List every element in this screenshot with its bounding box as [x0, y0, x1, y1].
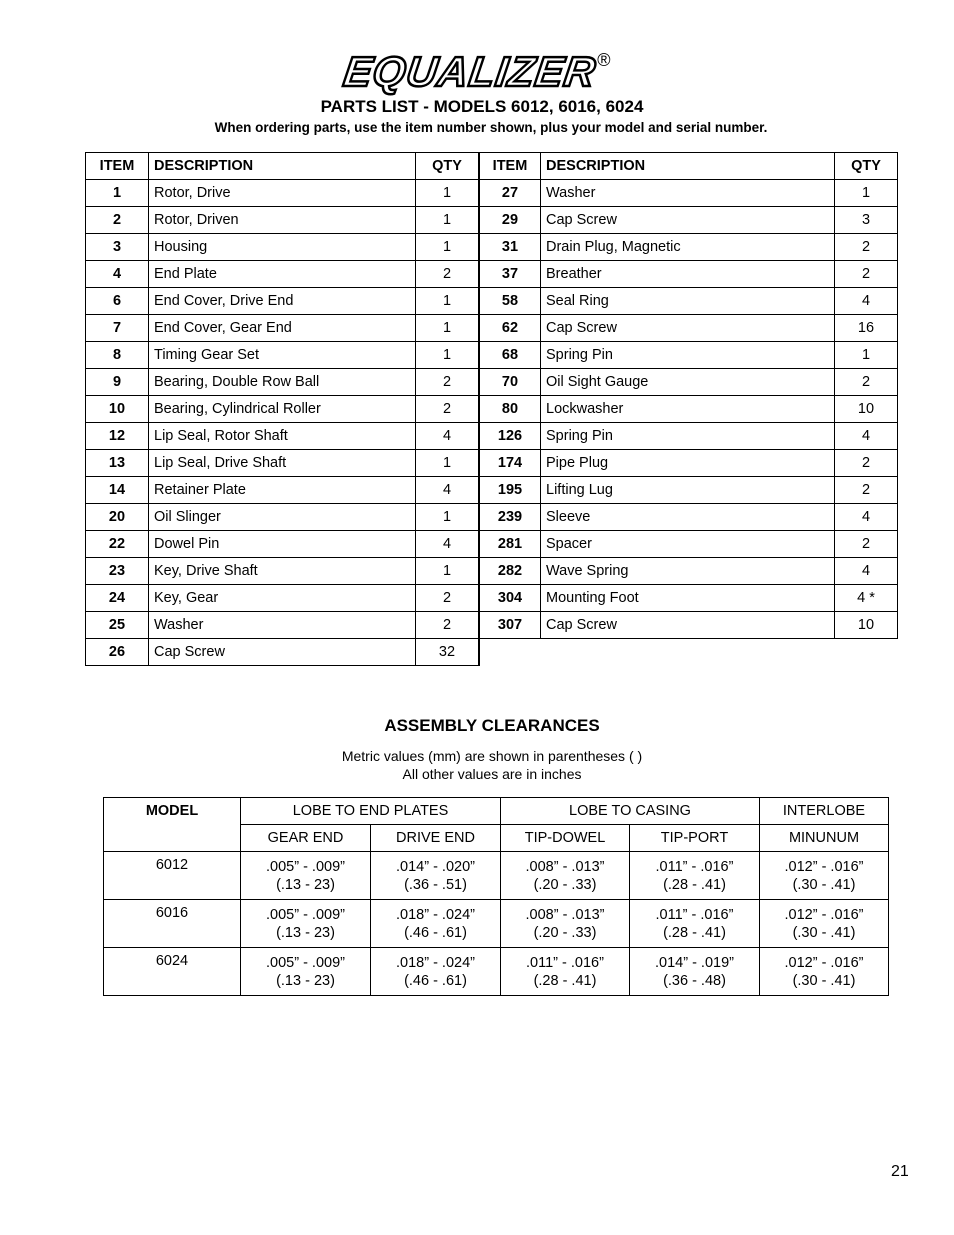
clearance-mm-value: (.13 - 23): [276, 972, 335, 989]
item-qty: 1: [416, 207, 480, 234]
clearances-title: ASSEMBLY CLEARANCES: [384, 716, 600, 735]
item-description: Pipe Plug: [541, 450, 835, 477]
item-qty: 32: [416, 639, 480, 666]
header-minimum: MINUNUM: [760, 825, 889, 852]
clearances-note-inches: All other values are in inches: [402, 766, 582, 782]
item-description: Lifting Lug: [541, 477, 835, 504]
item-description: End Cover, Gear End: [149, 315, 416, 342]
item-description: Mounting Foot: [541, 585, 835, 612]
clearances-table: [103, 797, 889, 996]
clearance-gear-end: [241, 852, 371, 900]
item-qty: 2: [835, 531, 898, 558]
item-number: 126: [479, 423, 541, 450]
item-qty: 2: [835, 450, 898, 477]
table-row: [86, 315, 898, 342]
item-qty: 2: [416, 396, 480, 423]
item-qty: 1: [835, 180, 898, 207]
equalizer-logo: [0, 48, 954, 96]
item-qty: 1: [416, 558, 480, 585]
table-row: [86, 234, 898, 261]
item-number: 31: [479, 234, 541, 261]
header-tip-port: TIP-PORT: [630, 825, 760, 852]
item-description: Lip Seal, Rotor Shaft: [149, 423, 416, 450]
item-number: 4: [86, 261, 149, 288]
item-description: Oil Slinger: [149, 504, 416, 531]
clearance-mm-value: (.36 - .48): [663, 972, 726, 989]
table-row: [86, 369, 898, 396]
header-tip-dowel: TIP-DOWEL: [501, 825, 630, 852]
table-row: [86, 180, 898, 207]
item-qty: 2: [416, 612, 480, 639]
clearance-mm-value: (.30 - .41): [792, 924, 856, 941]
page-title: PARTS LIST - MODELS 6012, 6016, 6024: [320, 97, 644, 116]
item-number: 58: [479, 288, 541, 315]
item-description: Lip Seal, Drive Shaft: [149, 450, 416, 477]
clearance-inch-value: .012” - .016”: [784, 858, 864, 875]
clearance-row: [104, 852, 889, 900]
item-description: Key, Drive Shaft: [149, 558, 416, 585]
item-number: 174: [479, 450, 541, 477]
header-description: DESCRIPTION: [149, 153, 416, 180]
item-number: 1: [86, 180, 149, 207]
item-description: Seal Ring: [541, 288, 835, 315]
item-number: 80: [479, 396, 541, 423]
item-number: 8: [86, 342, 149, 369]
clearance-interlobe: [760, 852, 889, 900]
item-number: 24: [86, 585, 149, 612]
item-number: 25: [86, 612, 149, 639]
clearance-mm-value: (.30 - .41): [792, 972, 856, 989]
header-description: DESCRIPTION: [541, 153, 835, 180]
clearance-mm-value: (.20 - .33): [533, 924, 597, 941]
item-number: 2: [86, 207, 149, 234]
table-row: [86, 585, 898, 612]
item-description: End Cover, Drive End: [149, 288, 416, 315]
item-number: 14: [86, 477, 149, 504]
header-item: ITEM: [86, 153, 149, 180]
item-qty: 4: [416, 531, 480, 558]
item-qty: 10: [835, 612, 898, 639]
item-qty: 1: [416, 504, 480, 531]
item-qty: 1: [416, 234, 480, 261]
table-row: [86, 207, 898, 234]
item-description: End Plate: [149, 261, 416, 288]
clearance-inch-value: .018” - .024”: [396, 954, 475, 971]
clearance-row: [104, 900, 889, 948]
item-description: Oil Sight Gauge: [541, 369, 835, 396]
item-description: Key, Gear: [149, 585, 416, 612]
item-qty: 1: [416, 180, 480, 207]
clearance-inch-value: .012” - .016”: [784, 954, 864, 971]
item-qty: 16: [835, 315, 898, 342]
table-row: [86, 531, 898, 558]
item-qty: 1: [416, 288, 480, 315]
clearance-tip-port: [630, 948, 760, 996]
clearances-note-metric: Metric values (mm) are shown in parentheses ( ): [341, 748, 643, 764]
clearance-inch-value: .011” - .016”: [655, 906, 734, 923]
item-description: Breather: [541, 261, 835, 288]
model-number: 6012: [104, 852, 241, 900]
clearance-inch-value: .011” - .016”: [526, 954, 604, 971]
item-description: Washer: [149, 612, 416, 639]
clearance-mm-value: (.13 - 23): [276, 876, 335, 893]
clearance-inch-value: .012” - .016”: [784, 906, 864, 923]
item-description: Bearing, Cylindrical Roller: [149, 396, 416, 423]
table-row: [86, 477, 898, 504]
item-qty: 2: [835, 477, 898, 504]
table-row: [86, 342, 898, 369]
item-number: 12: [86, 423, 149, 450]
table-row: [86, 423, 898, 450]
item-number: 37: [479, 261, 541, 288]
item-description: Wave Spring: [541, 558, 835, 585]
table-row: [86, 504, 898, 531]
item-description: Washer: [541, 180, 835, 207]
logo-wordmark: EQUALIZER: [340, 48, 599, 95]
item-qty: 4: [416, 423, 480, 450]
item-qty: 2: [416, 585, 480, 612]
item-number: 307: [479, 612, 541, 639]
clearances-group-header-row: [104, 798, 889, 825]
header-lobe-to-end-plates: LOBE TO END PLATES: [241, 798, 501, 825]
item-qty: 3: [835, 207, 898, 234]
item-number: 68: [479, 342, 541, 369]
clearance-mm-value: (.46 - .61): [404, 924, 467, 941]
clearance-tip-dowel: [501, 852, 630, 900]
item-number: 20: [86, 504, 149, 531]
item-qty: 4: [835, 288, 898, 315]
model-number: 6024: [104, 948, 241, 996]
parts-header-row: [86, 153, 898, 180]
item-number: 304: [479, 585, 541, 612]
table-row: [86, 396, 898, 423]
item-description: Spacer: [541, 531, 835, 558]
clearance-mm-value: (.13 - 23): [276, 924, 335, 941]
clearance-mm-value: (.28 - .41): [533, 972, 597, 989]
clearance-tip-port: [630, 900, 760, 948]
clearance-inch-value: .018” - .024”: [396, 906, 475, 923]
clearance-mm-value: (.28 - .41): [663, 876, 726, 893]
clearances-body: [104, 852, 889, 996]
header-item: ITEM: [479, 153, 541, 180]
item-number: 26: [86, 639, 149, 666]
clearance-tip-port: [630, 852, 760, 900]
clearance-inch-value: .014” - .019”: [655, 954, 734, 971]
header-qty: QTY: [835, 153, 898, 180]
clearance-drive-end: [371, 852, 501, 900]
clearance-mm-value: (.46 - .61): [404, 972, 467, 989]
item-description: Bearing, Double Row Ball: [149, 369, 416, 396]
item-number: 62: [479, 315, 541, 342]
header-gear-end: GEAR END: [241, 825, 371, 852]
clearance-mm-value: (.30 - .41): [792, 876, 856, 893]
table-row: [86, 450, 898, 477]
item-qty: 10: [835, 396, 898, 423]
item-number: 29: [479, 207, 541, 234]
item-description: Rotor, Driven: [149, 207, 416, 234]
item-qty: 1: [416, 342, 480, 369]
clearance-interlobe: [760, 900, 889, 948]
item-number: 239: [479, 504, 541, 531]
table-row: [86, 261, 898, 288]
item-description: Lockwasher: [541, 396, 835, 423]
clearance-gear-end: [241, 900, 371, 948]
item-qty: 1: [416, 450, 480, 477]
header-drive-end: DRIVE END: [371, 825, 501, 852]
item-number: 282: [479, 558, 541, 585]
clearance-inch-value: .005” - .009”: [266, 858, 345, 875]
item-number: 9: [86, 369, 149, 396]
clearance-mm-value: (.36 - .51): [404, 876, 467, 893]
header-interlobe: INTERLOBE: [760, 798, 889, 825]
item-qty: 2: [835, 369, 898, 396]
item-description: Cap Screw: [149, 639, 416, 666]
clearance-drive-end: [371, 948, 501, 996]
item-qty: 2: [835, 261, 898, 288]
parts-list-table: [85, 152, 898, 666]
clearance-tip-dowel: [501, 900, 630, 948]
item-description: Timing Gear Set: [149, 342, 416, 369]
clearance-inch-value: .008” - .013”: [525, 858, 605, 875]
clearance-inch-value: .014” - .020”: [396, 858, 475, 875]
item-description: Rotor, Drive: [149, 180, 416, 207]
item-number: 3: [86, 234, 149, 261]
model-number: 6016: [104, 900, 241, 948]
table-row: [86, 639, 898, 666]
page-number: 21: [891, 1163, 909, 1180]
item-description: Housing: [149, 234, 416, 261]
clearance-row: [104, 948, 889, 996]
item-description: Spring Pin: [541, 342, 835, 369]
item-qty: 4: [835, 504, 898, 531]
item-number: 70: [479, 369, 541, 396]
header-model: MODEL: [104, 798, 241, 852]
item-qty: 2: [835, 234, 898, 261]
item-description: Cap Screw: [541, 207, 835, 234]
item-number: 23: [86, 558, 149, 585]
item-description: Cap Screw: [541, 315, 835, 342]
clearance-interlobe: [760, 948, 889, 996]
clearance-mm-value: (.28 - .41): [663, 924, 726, 941]
parts-body: [86, 180, 898, 666]
header-lobe-to-casing: LOBE TO CASING: [501, 798, 760, 825]
item-qty: 1: [416, 315, 480, 342]
item-number: 10: [86, 396, 149, 423]
item-qty: 4: [835, 423, 898, 450]
registered-mark: ®: [597, 50, 611, 70]
table-row: [86, 558, 898, 585]
item-qty: 2: [416, 261, 480, 288]
item-description: Sleeve: [541, 504, 835, 531]
item-number: 7: [86, 315, 149, 342]
header-qty: QTY: [416, 153, 480, 180]
clearance-inch-value: .011” - .016”: [655, 858, 734, 875]
item-number: 6: [86, 288, 149, 315]
item-number: 195: [479, 477, 541, 504]
item-description: Cap Screw: [541, 612, 835, 639]
clearance-drive-end: [371, 900, 501, 948]
item-number: 13: [86, 450, 149, 477]
item-number: 22: [86, 531, 149, 558]
item-description: Retainer Plate: [149, 477, 416, 504]
table-row: [86, 612, 898, 639]
item-qty: 4: [416, 477, 480, 504]
item-number: 27: [479, 180, 541, 207]
item-description: Drain Plug, Magnetic: [541, 234, 835, 261]
clearance-tip-dowel: [501, 948, 630, 996]
item-qty: 4: [835, 558, 898, 585]
item-description: Spring Pin: [541, 423, 835, 450]
clearance-inch-value: .008” - .013”: [525, 906, 605, 923]
item-qty: 2: [416, 369, 480, 396]
item-qty: 1: [835, 342, 898, 369]
item-number: 281: [479, 531, 541, 558]
item-description: Dowel Pin: [149, 531, 416, 558]
clearance-inch-value: .005” - .009”: [266, 954, 345, 971]
table-row: [86, 288, 898, 315]
item-qty: 4 *: [835, 585, 898, 612]
empty-cell: [479, 639, 898, 666]
clearance-gear-end: [241, 948, 371, 996]
clearance-inch-value: .005” - .009”: [266, 906, 345, 923]
page-subtitle: When ordering parts, use the item number shown, plus your model and serial number.: [214, 120, 768, 135]
clearance-mm-value: (.20 - .33): [533, 876, 597, 893]
